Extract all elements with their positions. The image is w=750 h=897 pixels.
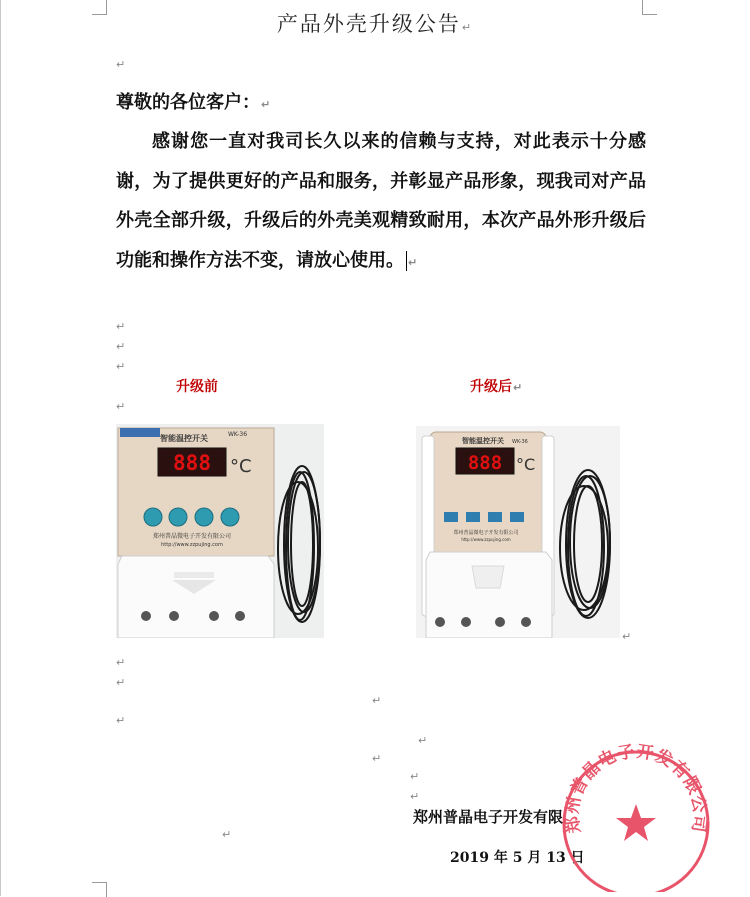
seal-text: 郑州普晶电子开发有限公司 (562, 742, 710, 835)
device-after-illustration (416, 426, 620, 638)
maker-url: http://www.zzpujing.com (461, 537, 511, 542)
paragraph-mark: ↵ (116, 714, 126, 727)
device-before-illustration (116, 424, 324, 638)
paragraph-mark: ↵ (116, 676, 126, 689)
caption-after: 升级后↵ (470, 379, 523, 395)
maker-label: 郑州普晶微电子开发有限公司 (152, 533, 232, 540)
notice-body[interactable]: 感谢您一直对我司长久以来的信赖与支持，对此表示十分感谢，为了提供更好的产品和服务，并彰显产品形象，现我司对产品外壳全部升级，升级后的外壳美观精致耐用，本次产品外形升级后功能和操作方法不变，请放心使用。 ↵ (116, 131, 646, 271)
paragraph-mark: ↵ (116, 58, 126, 71)
notice-title: 产品外壳升级公告↵ (276, 12, 474, 36)
paragraph-mark: ↵ (116, 320, 126, 333)
paragraph-mark: ↵ (116, 400, 126, 413)
paragraph-mark: ↵ (410, 770, 420, 783)
company-seal (557, 742, 713, 892)
device-model: WK-36 (228, 431, 248, 438)
paragraph-mark: ↵ (116, 340, 126, 353)
paragraph-mark: ↵ (418, 734, 428, 747)
led-display: 888 (467, 452, 503, 474)
photo-after-upgrade (416, 426, 620, 638)
paragraph-mark: ↵ (116, 656, 126, 669)
led-display: 888 (173, 451, 211, 475)
paragraph-mark: ↵ (116, 360, 126, 373)
salutation: 尊敬的各位客户：↵ (116, 92, 271, 113)
unit-label: °C (230, 456, 252, 477)
notice-date: 2019 年 5 月 13 日 (450, 850, 585, 866)
device-model: WK-36 (512, 439, 528, 445)
company-signature: 郑州普晶电子开发有限 (413, 808, 564, 826)
paragraph-mark: ↵ (372, 752, 382, 765)
crop-mark-bottom-left (92, 882, 107, 897)
maker-label: 郑州普晶微电子开发有限公司 (453, 530, 519, 536)
unit-label: °C (516, 455, 536, 474)
paragraph-mark: ↵ (410, 790, 420, 803)
paragraph-mark: ↵ (622, 630, 632, 643)
photo-before-upgrade (116, 424, 324, 638)
page-left-border (0, 0, 1, 896)
maker-url: http://www.zzpujing.com (161, 542, 223, 548)
caption-before: 升级前 (176, 379, 218, 395)
seal-star-icon (616, 804, 656, 841)
paragraph-mark: ↵ (222, 828, 232, 841)
paragraph-mark: ↵ (372, 694, 382, 707)
device-name: 智能温控开关 (160, 434, 208, 443)
text-cursor (406, 251, 407, 271)
device-name: 智能温控开关 (462, 437, 504, 445)
